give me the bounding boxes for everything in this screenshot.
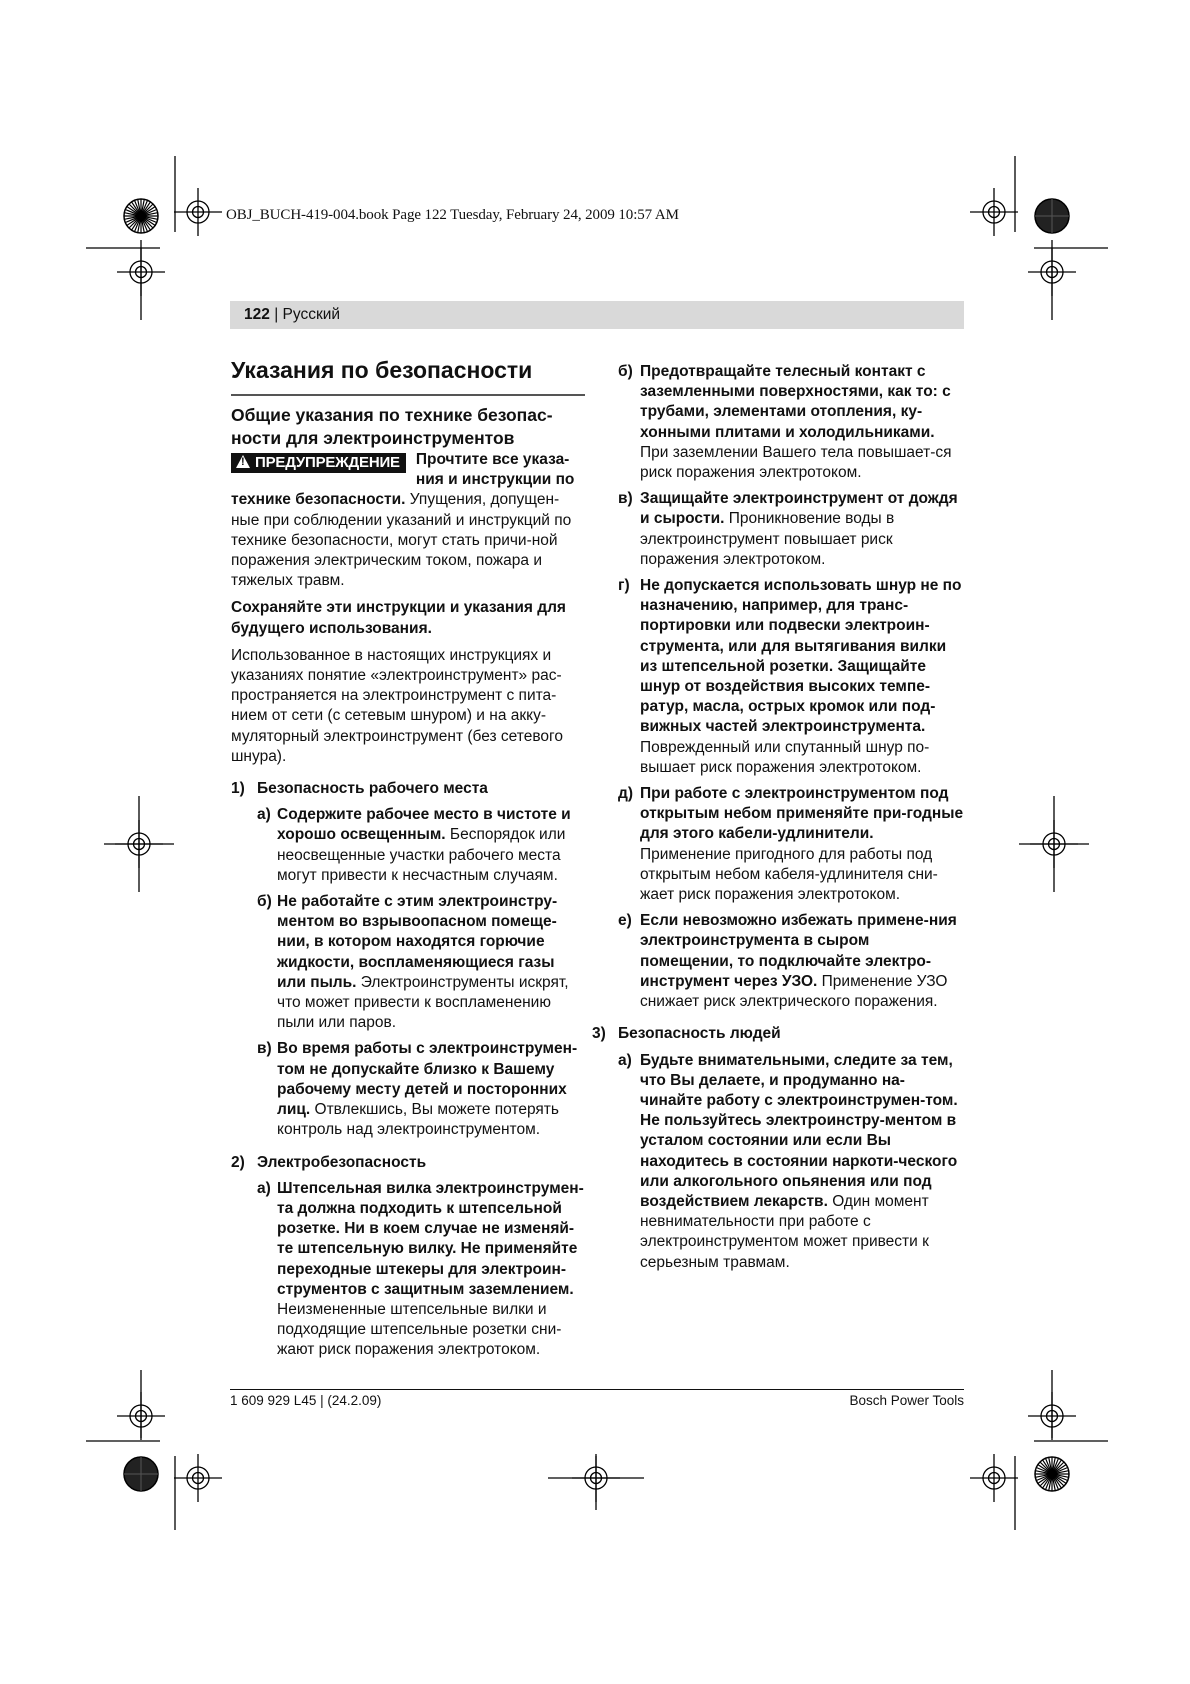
section-number: 2) (231, 1153, 245, 1171)
header-separator: | (274, 306, 279, 323)
header-band (230, 301, 964, 329)
header-language: Русский (282, 306, 341, 323)
item-bold: При работе с электроинструментом под открытым небом применяйте при-годные для этого кабели-удлинители. (640, 785, 964, 843)
warning-paragraph (231, 450, 585, 591)
item-text: Применение пригодного для работы под открытым небом кабеля-удлинителя сни-жает риск поражения электротоком. (640, 845, 938, 904)
section-number: 1) (231, 780, 245, 798)
right-column (592, 362, 964, 1273)
item-letter: а) (618, 1051, 632, 1069)
item-letter: г) (618, 577, 630, 595)
list-item (618, 362, 964, 483)
item-bold: Содержите рабочее место в чистоте и хорошо освещенным. (277, 806, 571, 844)
item-bold: Будьте внимательными, следите за тем, что Вы делаете, и продуманно на-чинайте работу с электроинструмен-том. Не пользуйтесь электроинстру-ментом в усталом состоянии или если Вы находитесь в состоянии наркоти-ческого или алкогольного опьянения или под воздействием лекарств. (640, 1051, 958, 1210)
list-item (231, 805, 585, 886)
section-1-heading (231, 779, 585, 799)
item-text: Поврежденный или спутанный шнур по-вышает риск поражения электротоком. (640, 738, 930, 776)
item-text: Электроинструменты искрят, что может привести к воспламенению пыли или паров. (277, 973, 569, 1032)
list-item (618, 576, 964, 778)
item-text: Неизмененные штепсельные вилки и подходящие штепсельные розетки сни-жают риск поражения электротоком. (277, 1300, 562, 1359)
item-letter: в) (257, 1040, 272, 1058)
list-item (231, 1039, 585, 1140)
item-letter: б) (618, 363, 633, 380)
item-text: Проникновение воды в электроинструмент повышает риск поражения электротоком. (640, 510, 895, 568)
section-title: Электробезопасность (257, 1153, 427, 1171)
footer-rule (230, 1389, 964, 1390)
definition-paragraph: Использованное в настоящих инструкциях и указаниях понятие «электроинструмент» рас-пространяется на электроинструмент с пита-нием от сети (с сетевым шнуром) и на акку-муляторный электроинструмент (без сетевого шнура). (231, 646, 563, 765)
page-title: Указания по безопасности (231, 357, 533, 383)
warning-badge (231, 453, 406, 473)
footer-doc-number: 1 609 929 L45 | (24.2.09) (230, 1393, 382, 1408)
item-bold: Во время работы с электроинструмен-том не допускайте близко к Вашему рабочему месту детей и посторонних лиц. (277, 1040, 578, 1119)
warning-icon (236, 455, 250, 468)
item-bold: Предотвращайте телесный контакт с заземленными поверхностями, как то: с трубами, элементами отопления, ку-хонными плитами и холодильниками. (640, 363, 951, 441)
list-item (618, 489, 964, 570)
warning-text: Упущения, допущен-ные при соблюдении указаний и инструкций по технике безопасности, могут стать причи-ной поражения электрическим током, пожара и тяжелых травм. (231, 491, 572, 590)
section-title: Безопасность людей (618, 1025, 781, 1043)
item-bold: Защищайте электроинструмент от дождя и сырости. (640, 490, 958, 528)
page-header (244, 306, 340, 324)
list-item (231, 892, 585, 1033)
print-slug: OBJ_BUCH-419-004.book Page 122 Tuesday, February 24, 2009 10:57 AM (226, 207, 679, 223)
page-number: 122 (244, 306, 270, 323)
item-bold: Не работайте с этим электроинстру-ментом во взрывоопасном помеще-нии, в котором находятся горючие жидкости, воспламеняющиеся газы или пыль. (277, 893, 558, 991)
item-letter: а) (257, 1179, 271, 1197)
list-item (231, 1179, 585, 1361)
list-item (618, 784, 964, 905)
section-2-heading (231, 1153, 585, 1173)
item-text: При заземлении Вашего тела повышает-ся риск поражения электротоком. (640, 443, 952, 482)
item-text: Один момент невнимательности при работе с электроинструментом может привести к серьезным травмам. (640, 1192, 929, 1271)
title-rule (231, 394, 585, 396)
warning-bold: Прочтите все указа-ния и инструкции по технике безопасности. (231, 451, 575, 509)
item-text: Применение УЗО снижает риск электрического поражения. (640, 972, 948, 1011)
item-bold: Если невозможно избежать примене-ния электроинструмента в сыром помещении, то подключайте электро-инструмент через УЗО. (640, 912, 957, 990)
item-letter: а) (257, 806, 271, 824)
section-3-heading (592, 1024, 964, 1044)
footer-brand: Bosch Power Tools (849, 1393, 964, 1408)
item-letter: в) (618, 490, 633, 508)
item-letter: б) (257, 893, 272, 911)
warning-label: ПРЕДУПРЕЖДЕНИЕ (255, 454, 400, 471)
section-subtitle: Общие указания по технике безопас-ности для электроинструментов (231, 405, 553, 448)
item-letter: д) (618, 785, 634, 803)
save-note: Сохраняйте эти инструкции и указания для будущего использования. (231, 599, 566, 637)
section-title: Безопасность рабочего места (257, 780, 488, 798)
list-item (618, 911, 964, 1012)
item-letter: е) (618, 912, 632, 930)
item-bold: Штепсельная вилка электроинструмен-та должна подходить к штепсельной розетке. Ни в коем случае не изменяй-те штепсельную вилку. Не применяйте переходные штекеры для электроин-струментов с защитным заземлением. (277, 1179, 584, 1298)
item-text: Беспорядок или неосвещенные участки рабочего места могут привести к несчастным случаям. (277, 826, 566, 884)
item-text: Отвлекшись, Вы можете потерять контроль над электроинструментом. (277, 1101, 559, 1139)
item-bold: Не допускается использовать шнур не по назначению, например, для транс-портировки или подвески электроин-струмента, или для вытягивания вилки из штепсельной розетки. Защищайте шнур от воздействия высоких темпе-ратур, масла, острых кромок или под-вижных частей электроинструмента. (640, 577, 962, 736)
section-number: 3) (592, 1025, 606, 1043)
list-item (618, 1051, 964, 1273)
left-column (231, 356, 585, 1361)
